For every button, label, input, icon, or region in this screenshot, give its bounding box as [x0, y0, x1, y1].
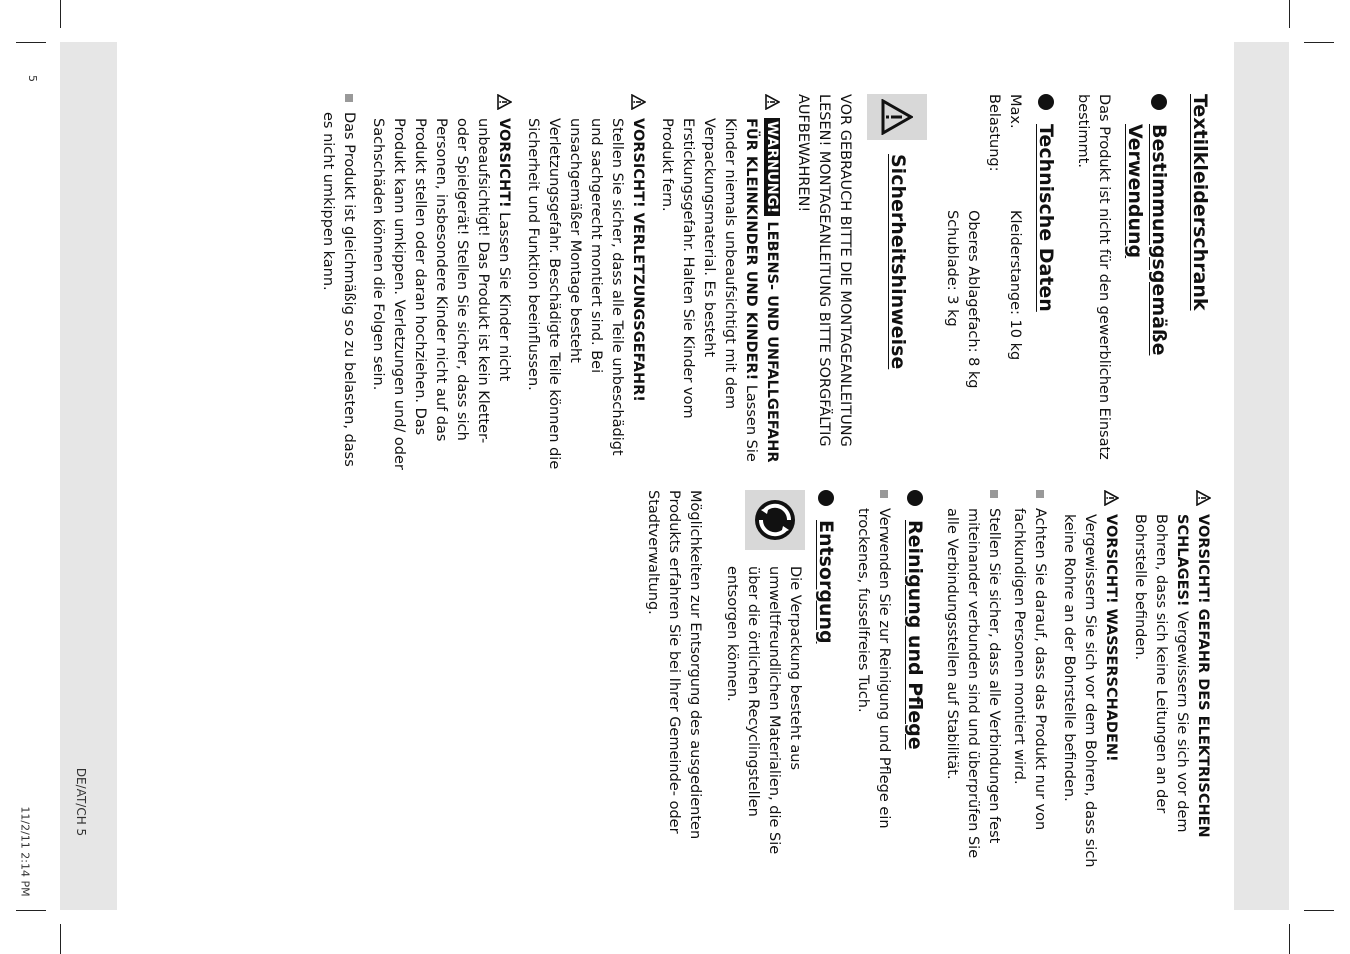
disposal-heading: Entsorgung — [815, 520, 838, 644]
tech-section — [941, 94, 1058, 474]
warning-injury-text: Stellen Sie sicher, dass alle Teile unbeschädigt und sachgerecht montiert sind. Bei unsachgemäßer Montage besteht Verletzungsgefahr. Beschädigte Teile können die Sicherheit und Funktion beeinflussen. — [525, 118, 626, 470]
left-column — [313, 94, 1213, 474]
square-bullet-icon — [345, 94, 353, 102]
warning-water-text: Vergewissern Sie sich vor dem Bohren, dass sich keine Rohre an der Bohrstelle befinden. — [1060, 514, 1098, 868]
tech-value: Oberes Ablagefach: 8 kg — [965, 210, 982, 389]
section-dot-icon — [1038, 94, 1054, 110]
square-bullet-icon — [990, 490, 998, 498]
tech-value: Kleiderstange: 10 kg — [1007, 210, 1024, 361]
right-column — [628, 490, 1213, 870]
warning-water-title: VORSICHT! WASSERSCHADEN! — [1102, 514, 1119, 762]
timestamp: 11/2/11 2:14 PM — [18, 806, 32, 897]
tech-label: Max. Belastung: — [986, 94, 1024, 172]
section-dot-icon — [1151, 94, 1167, 110]
page-marker: 5 — [26, 75, 39, 82]
safety-section-header — [867, 94, 927, 474]
read-instructions-notice: VOR GEBRAUCH BITTE DIE MONTAGEANLEITUNG LESEN! MONTAGEANLEITUNG BITTE SORGFÄLTIG AUFBEWAHREN! — [795, 94, 854, 447]
page-footer: DE/AT/CH 5 — [74, 767, 89, 837]
crop-mark — [1304, 910, 1334, 911]
crop-mark — [1289, 924, 1290, 954]
tech-specs — [941, 94, 1025, 474]
care-heading: Reinigung und Pflege — [903, 520, 926, 750]
crop-mark — [1289, 0, 1290, 28]
document-title: Textilkleiderschrank — [1189, 94, 1211, 311]
section-dot-icon — [818, 490, 834, 506]
tech-heading: Technische Daten — [1035, 124, 1058, 312]
warning-climbing — [367, 94, 514, 474]
list-item: Stellen Sie sicher, dass alle Verbindungen fest miteinander verbunden sind und überprüfen Sie alle Verbindungsstellen auf Stabilität. — [941, 490, 1004, 870]
purpose-text: Das Produkt ist nicht für den gewerblichen Einsatz bestimmt. — [1075, 94, 1113, 460]
warning-triangle-icon — [367, 94, 514, 112]
warning-triangle-icon — [627, 94, 648, 112]
care-section — [852, 490, 927, 870]
right-margin-band — [1234, 42, 1289, 910]
warning-climbing-text: Lassen Sie Kinder nicht unbeaufsichtigt! Das Produkt ist kein Kletter- oder Spielgerät! Stellen Sie sicher, dass sich Personen, insbesondere Kinder nicht auf das Produkt stellen oder daran hochziehen. Das Produkt kann umkippen. Verletzungen und/ oder Sachschäden können die Folgen sein. — [369, 118, 513, 470]
crop-mark — [16, 910, 46, 911]
disposal-section — [642, 490, 838, 870]
square-bullet-icon — [880, 490, 888, 498]
square-bullet-icon — [1036, 490, 1044, 498]
green-dot-recycling-icon — [745, 490, 805, 550]
warning-icon — [867, 94, 927, 140]
disposal-packaging-text: Die Verpackung besteht aus umweltfreundlichen Materialien, die Sie über die örtlichen Recyclingstellen entsorgen können. — [724, 566, 804, 855]
warning-children-text: Lassen Sie Kinder niemals unbeaufsichtigt mit dem Verpackungsmaterial. Es besteht Erstickungsgefahr. Halten Sie Kinder vom Produkt fern. — [659, 118, 760, 462]
purpose-section — [1072, 94, 1171, 474]
warning-injury — [522, 94, 648, 474]
manual-page — [117, 42, 1233, 910]
crop-mark — [60, 924, 61, 954]
warning-children-title: LEBENS- UND UNFALLGEFAHR FÜR KLEINKINDER UND KINDER! — [743, 118, 781, 463]
warning-triangle-icon — [1129, 490, 1213, 508]
list-item: Das Produkt ist gleichmäßig so zu belasten, dass es nicht umkippen kann. — [317, 94, 359, 474]
warning-electric — [1129, 490, 1213, 870]
safety-heading: Sicherheitshinweise — [887, 154, 910, 370]
disposal-packaging — [715, 490, 805, 870]
warning-electric-text: Vergewissern Sie sich vor dem Bohren, dass sich keine Leitungen an der Bohrstelle befinden. — [1131, 514, 1190, 833]
list-item: Achten Sie darauf, dass das Produkt nur von fachkundigen Personen montiert wird. — [1008, 490, 1050, 870]
list-item: Verwenden Sie zur Reinigung und Pflege ein trockenes, fusselfreies Tuch. — [852, 490, 894, 870]
warning-climbing-title: VORSICHT! — [496, 118, 513, 208]
disposal-text: Möglichkeiten zur Entsorgung des ausgedienten Produkts erfahren Sie bei Ihrer Gemeinde- oder Stadtverwaltung. — [645, 490, 704, 840]
crop-mark — [60, 0, 61, 28]
warning-triangle-icon — [656, 94, 782, 112]
left-margin-band — [60, 42, 117, 910]
warning-badge: WARNUNG! — [764, 118, 780, 216]
purpose-heading: Bestimmungsgemäße Verwendung — [1123, 124, 1171, 356]
warning-electric-title: VORSICHT! GEFAHR DES ELEKTRISCHEN SCHLAGES! — [1173, 514, 1211, 838]
warning-children — [656, 94, 782, 474]
warning-water — [1058, 490, 1121, 870]
tech-value: Schublade: 3 kg — [944, 210, 961, 327]
warning-injury-title: VORSICHT! VERLETZUNGSGEFAHR! — [630, 118, 647, 402]
section-dot-icon — [907, 490, 923, 506]
crop-mark — [16, 42, 46, 43]
warning-triangle-icon — [1100, 490, 1121, 508]
crop-mark — [1304, 42, 1334, 43]
